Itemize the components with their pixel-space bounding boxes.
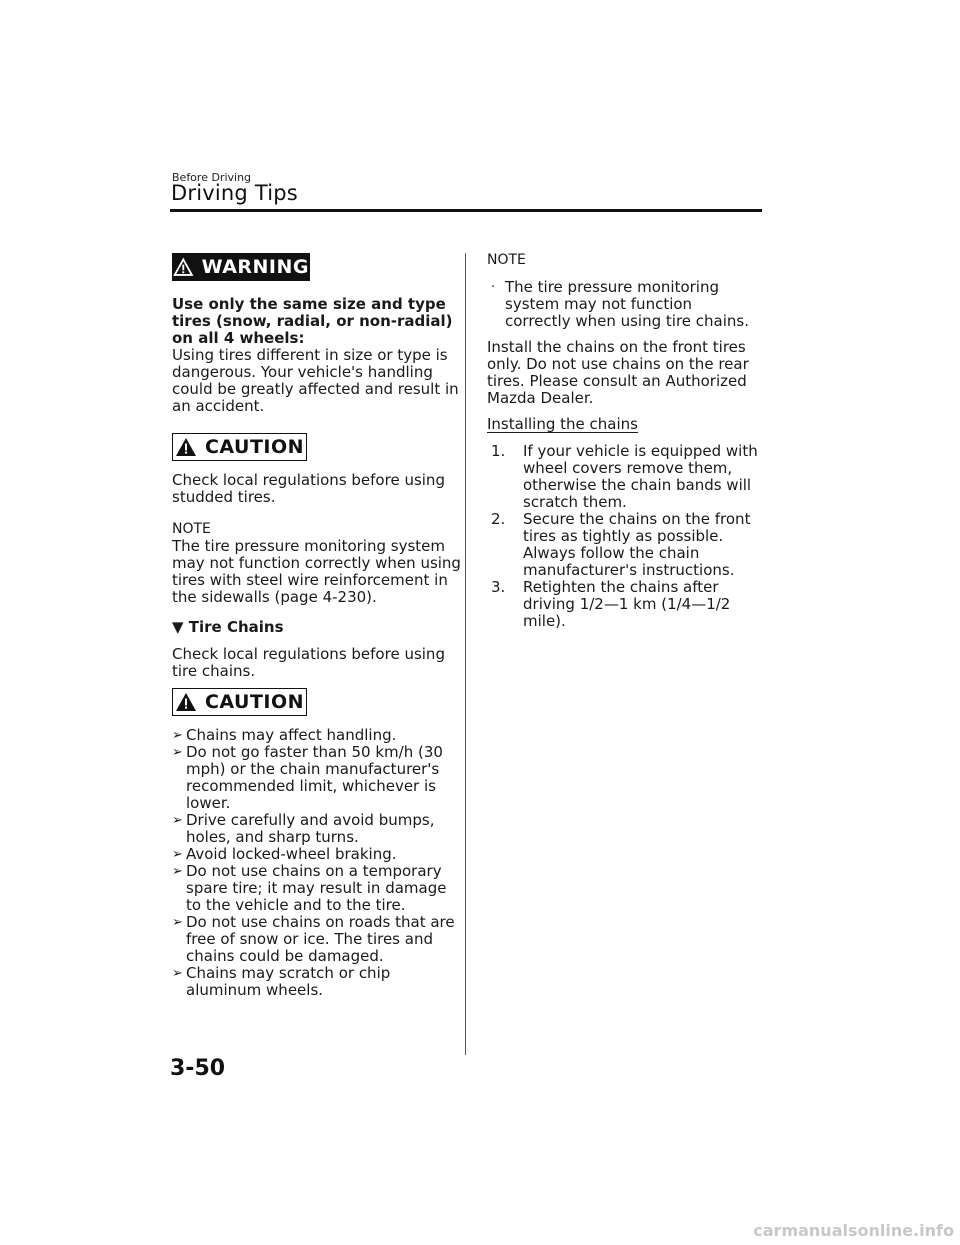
arrow-bullet-icon: ➢ (172, 745, 183, 760)
list-item-text: Do not go faster than 50 km/h (30 mph) or the chain manufacturer's recommended limit, whichever is lower. (186, 743, 443, 812)
caution-badge-1 (172, 433, 307, 461)
step-item (487, 443, 762, 511)
step-text: Secure the chains on the front tires as tightly as possible. (523, 510, 751, 545)
install-text: Install the chains on the front tires only. Do not use chains on the rear tires. Please consult an Authorized Mazda Dealer. (487, 338, 749, 407)
step-item (487, 579, 762, 630)
list-item (172, 846, 462, 863)
watermark: carmanualsonline.info (753, 1221, 954, 1240)
caution-label-2: CAUTION (204, 691, 305, 713)
caution-badge-2 (172, 688, 307, 716)
warning-bold-text: Use only the same size and type tires (snow, radial, or non-radial) on all 4 wheels: (172, 295, 453, 347)
header-rule (170, 209, 762, 212)
warning-body (172, 296, 462, 415)
arrow-bullet-icon: ➢ (172, 966, 183, 981)
section-title: Before Driving (172, 171, 252, 184)
arrow-bullet-icon: ➢ (172, 915, 183, 930)
tire-chains-heading: Tire Chains (188, 618, 284, 636)
list-item (172, 914, 462, 965)
list-item (172, 965, 462, 999)
warning-triangle-icon (173, 257, 194, 277)
warning-badge (172, 253, 310, 281)
note-label-right: NOTE (487, 252, 526, 268)
arrow-bullet-icon: ➢ (172, 864, 183, 879)
tire-chains-heading-row (172, 619, 462, 636)
caution-label-1: CAUTION (204, 436, 305, 458)
warning-label: WARNING (201, 256, 309, 278)
list-item-text: Chains may affect handling. (186, 726, 397, 744)
column-divider (465, 253, 466, 1055)
list-item-text: Avoid locked-wheel braking. (186, 845, 397, 863)
bullet-dot-icon: · (491, 280, 496, 295)
installing-heading: Installing the chains (487, 415, 638, 433)
step-item (487, 511, 762, 579)
list-item (172, 744, 462, 812)
list-item (172, 727, 462, 744)
installing-heading-row (487, 416, 777, 433)
warning-text: Using tires different in size or type is dangerous. Your vehicle's handling could be greatly affected and result in an accident. (172, 346, 459, 415)
installing-steps (487, 443, 762, 630)
step-text: If your vehicle is equipped with wheel covers remove them, otherwise the chain bands will scratch them. (523, 442, 758, 511)
step-number: 2. (491, 510, 506, 528)
note-bullet-right (491, 279, 761, 330)
list-item (172, 812, 462, 846)
list-item-text: Do not use chains on a temporary spare tire; it may result in damage to the vehicle and to the tire. (186, 862, 447, 914)
warning-triangle-icon (175, 437, 197, 457)
page-number: 3-50 (170, 1056, 226, 1081)
list-item-text: Do not use chains on roads that are free of snow or ice. The tires and chains could be damaged. (186, 913, 455, 965)
step-text: Always follow the chain manufacturer's instructions. (523, 544, 735, 579)
warning-triangle-icon (175, 692, 197, 712)
list-item-text: Drive carefully and avoid bumps, holes, and sharp turns. (186, 811, 435, 846)
tire-chains-text: Check local regulations before using tire chains. (172, 645, 445, 680)
note-label-left: NOTE (172, 521, 211, 537)
arrow-bullet-icon: ➢ (172, 728, 183, 743)
step-number: 3. (491, 578, 506, 596)
note-bullet-text: The tire pressure monitoring system may not function correctly when using tire chains. (505, 278, 749, 330)
tire-chains-marker: ▼ (172, 618, 184, 636)
step-number: 1. (491, 442, 506, 460)
chapter-title: Driving Tips (171, 181, 298, 205)
caution-1-text: Check local regulations before using studded tires. (172, 471, 445, 506)
caution-2-list (172, 727, 462, 999)
list-item (172, 863, 462, 914)
list-item (491, 279, 761, 330)
arrow-bullet-icon: ➢ (172, 813, 183, 828)
step-text: Retighten the chains after driving 1/2—1 km (1/4—1/2 mile). (523, 578, 731, 630)
note-text-left: The tire pressure monitoring system may not function correctly when using tires with steel wire reinforcement in the sidewalls (page 4-230). (172, 537, 461, 606)
list-item-text: Chains may scratch or chip aluminum wheels. (186, 964, 391, 999)
arrow-bullet-icon: ➢ (172, 847, 183, 862)
